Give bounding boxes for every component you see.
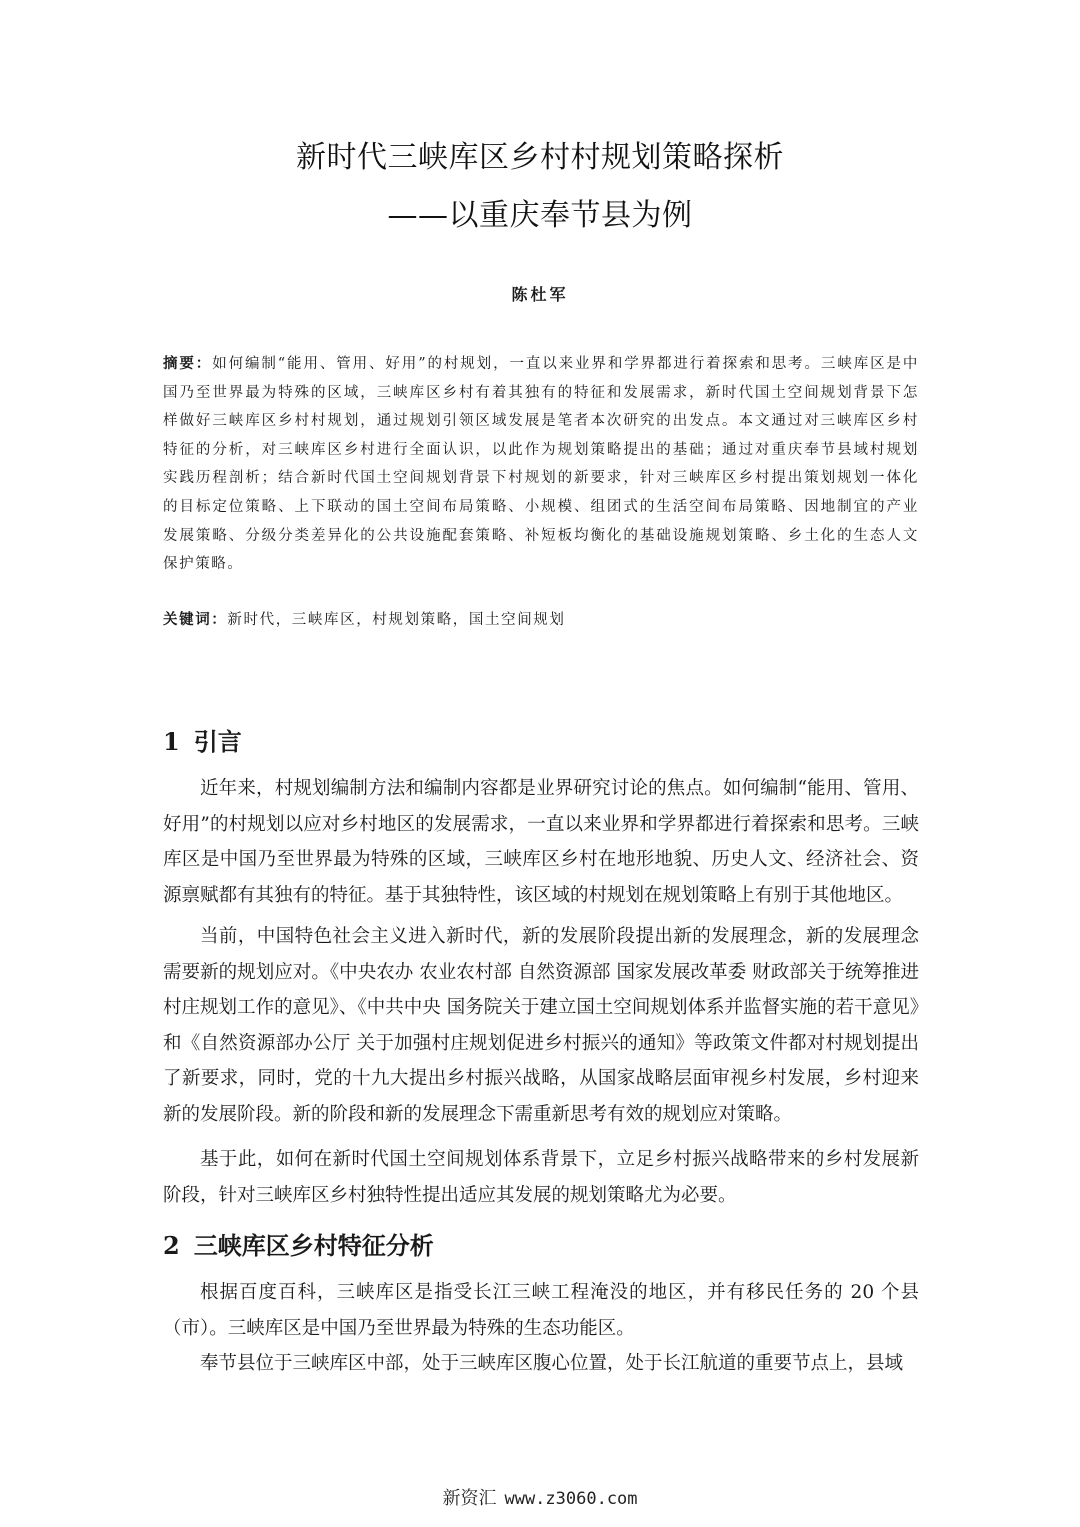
abstract-label: 摘要： xyxy=(163,355,213,372)
footer-url: www.z3060.com xyxy=(504,1489,638,1509)
paragraph: 近年来，村规划编制方法和编制内容都是业界研究讨论的焦点。如何编制“能用、管用、好用”的村规划以应对乡村地区的发展需求，一直以来业界和学界都进行着探索和思考。三峡库区是中国乃至世界最为特殊的区域，三峡库区乡村在地形地貌、历史人文、经济社会、资源禀赋都有其独有的特征。基于其独特性，该区域的村规划在规划策略上有别于其他地区。 xyxy=(163,778,919,906)
section-heading-characteristics xyxy=(163,1226,434,1261)
abstract-text: 如何编制“能用、管用、好用”的村规划，一直以来业界和学界都进行着探索和思考。三峡库区是中国乃至世界最为特殊的区域，三峡库区乡村有着其独有的特征和发展需求，新时代国土空间规划背景下怎样做好三峡库区乡村村规划，通过规划引领区域发展是笔者本次研究的出发点。本文通过对三峡库区乡村特征的分析，对三峡库区乡村进行全面认识，以此作为规划策略提出的基础；通过对重庆奉节县域村规划实践历程剖析；结合新时代国土空间规划背景下村规划的新要求，针对三峡库区乡村提出策划规划一体化的目标定位策略、上下联动的国土空间布局策略、小规模、组团式的生活空间布局策略、因地制宜的产业发展策略、分级分类差异化的公共设施配套策略、补短板均衡化的基础设施规划策略、乡土化的生态人文保护策略。 xyxy=(163,356,919,573)
paragraph: 基于此，如何在新时代国土空间规划体系背景下，立足乡村振兴战略带来的乡村发展新阶段，针对三峡库区乡村独特性提出适应其发展的规划策略尤为必要。 xyxy=(163,1149,919,1206)
keywords-text: 新时代，三峡库区，村规划策略，国土空间规划 xyxy=(227,612,566,628)
section-number: 2 xyxy=(163,1231,180,1260)
keywords-label: 关键词： xyxy=(163,611,228,628)
paper-title: 新时代三峡库区乡村村规划策略探析 xyxy=(296,140,784,175)
page-footer xyxy=(0,1484,1080,1510)
section-title: 引言 xyxy=(193,728,242,756)
paper-subtitle: ——以重庆奉节县为例 xyxy=(387,198,693,233)
author-name: 陈杜军 xyxy=(511,285,569,304)
keywords xyxy=(163,606,919,634)
paragraph: 奉节县位于三峡库区中部，处于三峡库区腹心位置，处于长江航道的重要节点上，县域 xyxy=(200,1353,904,1374)
section-title: 三峡库区乡村特征分析 xyxy=(193,1232,434,1260)
footer-site-name: 新资汇 xyxy=(442,1488,497,1509)
section-number: 1 xyxy=(163,727,180,756)
section-heading-introduction xyxy=(163,722,242,757)
abstract xyxy=(163,350,919,579)
paragraph: 当前，中国特色社会主义进入新时代，新的发展阶段提出新的发展理念，新的发展理念需要新的规划应对。《中央农办 农业农村部 自然资源部 国家发展改革委 财政部关于统筹推进村庄规划工作的意见》、《中共中央 国务院关于建立国土空间规划体系并监督实施的若干意见》和《自然资源部办公厅 关于加强村庄规划促进乡村振兴的通知》等政策文件都对村规划提出了新要求，同时，党的十九大提出乡村振兴战略，从国家战略层面审视乡村发展，乡村迎来新的发展阶段。新的阶段和新的发展理念下需重新思考有效的规划应对策略。 xyxy=(163,926,919,1125)
paragraph: 根据百度百科，三峡库区是指受长江三峡工程淹没的地区，并有移民任务的 20 个县（市）。三峡库区是中国乃至世界最为特殊的生态功能区。 xyxy=(163,1282,919,1339)
